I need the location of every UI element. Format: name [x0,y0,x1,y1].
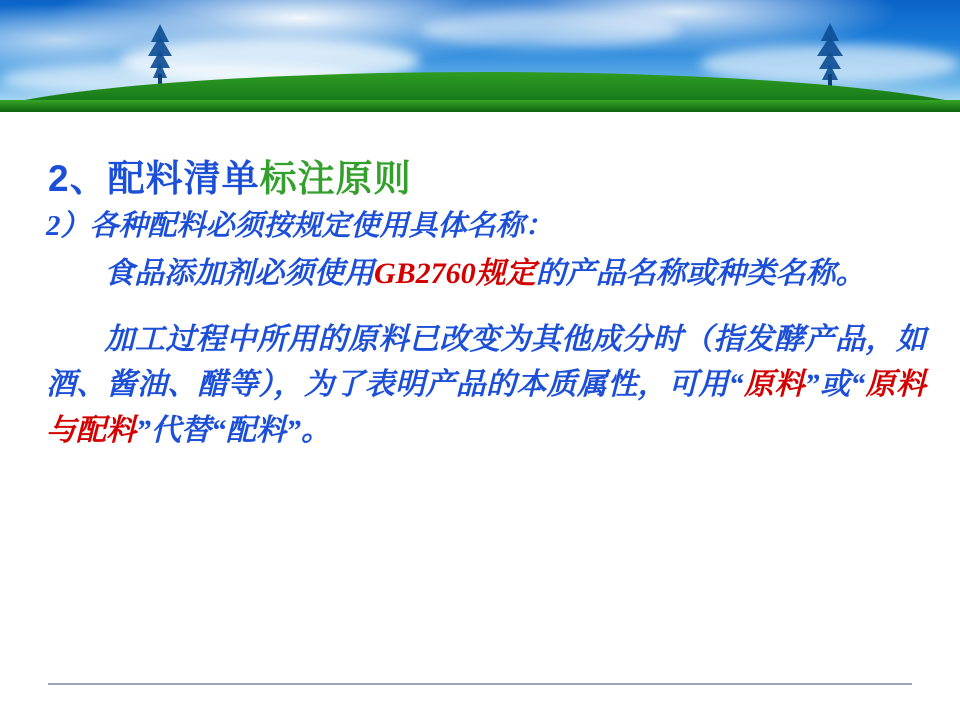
slide-content [0,112,960,720]
paragraph-1-text: 2）各种配料必须按规定使用具体名称： [46,210,554,242]
paragraph-2-text-a: 食品添加剂必须使用 [104,256,374,290]
header-banner-image [0,0,960,112]
paragraph-2-text-b: 的产品名称或种类名称。 [535,256,866,290]
slide-body [46,208,926,453]
paragraph-2-highlight: GB2760规定 [374,256,536,290]
paragraph-3-highlight-2: 原料与配料 [46,368,927,447]
paragraph-3-text-a: 加工过程中所用的原料已改变为其他成分时（指发酵产品，如酒、酱油、醋等），为了表明产品的本质属性，可用“ [46,322,926,402]
slide-title-primary: 2、配料清单 [48,158,260,199]
slide-title-secondary: 标注原则 [259,158,412,199]
footer-divider [48,683,912,685]
paragraph-3-text-c: ”代替“配料”。 [136,413,331,447]
paragraph-2 [46,254,926,293]
green-divider-strip [0,100,960,112]
paragraph-3-text-b: ”或“ [804,368,866,402]
cloud-icon [420,12,680,48]
slide-title [48,148,412,202]
paragraph-1 [46,208,926,246]
paragraph-3 [46,317,926,454]
paragraph-3-highlight-1: 原料 [743,368,805,402]
